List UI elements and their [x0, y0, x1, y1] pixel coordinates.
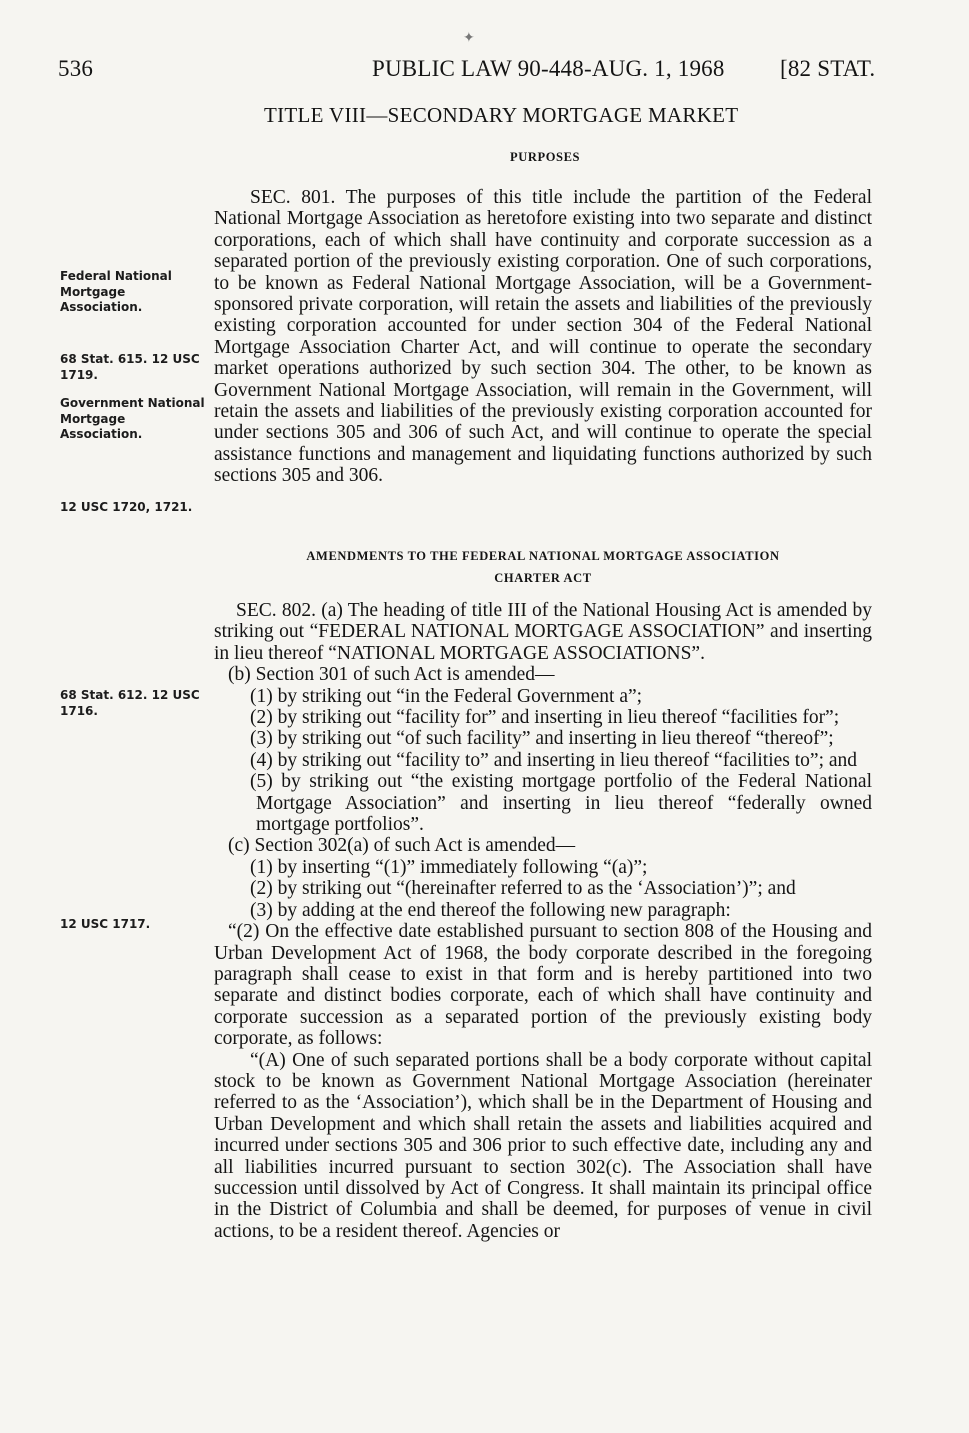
section-802-c-item: (1) by inserting “(1)” immediately following “(a)”;	[250, 856, 648, 878]
section-802-c: (c) Section 302(a) of such Act is amended—	[228, 835, 576, 857]
margin-note-usc1717: 12 USC 1717.	[60, 917, 151, 931]
section-802-a: SEC. 802. (a) The heading of title III of the National Housing Act is amended by striking out “FEDERAL NATIONAL MORTGAGE ASSOCIATION” and inserting in lieu thereof “NATIONAL MORTGAGE ASSOCIATIONS”.	[214, 600, 872, 664]
page-smudge-mark: ✦	[463, 31, 475, 46]
margin-note-fnma: Federal National Mortgage Association.	[60, 269, 172, 314]
section-802-b: (b) Section 301 of such Act is amended—	[228, 664, 555, 686]
section-802-c-item: (2) by striking out “(hereinafter referred to as the ‘Association’)”; and	[250, 878, 796, 900]
section-802-b-item: (3) by striking out “of such facility” and inserting in lieu thereof “thereof”;	[250, 728, 834, 750]
section-802-b-item: (2) by striking out “facility for” and inserting in lieu thereof “facilities for”;	[250, 707, 840, 729]
section-802	[214, 600, 872, 1242]
margin-note-gnma: Government National Mortgage Association.	[60, 396, 205, 441]
section-802-b-item: (1) by striking out “in the Federal Government a”;	[250, 685, 643, 707]
running-header-stat: [82 STAT.	[780, 56, 876, 81]
amendments-heading-line2: CHARTER ACT	[494, 571, 592, 585]
section-802-paragraph-A: “(A) One of such separated portions shall be a body corporate without capital stock to be known as Government National Mortgage Association (hereinater referred to as the ‘Association’), which shall be in the Department of Housing and Urban Development and which shall retain the assets and liabilities acquired and incurred under sections 305 and 306 prior to such effective date, including any and all liabilities incurred pursuant to section 302(c). The Association shall have succession until dissolved by Act of Congress. It shall maintain its principal office in the District of Columbia and shall be deemed, for purposes of venue in civil actions, to be a resident thereof. Agencies or	[214, 1049, 872, 1242]
margin-note-stat612: 68 Stat. 612. 12 USC 1716.	[60, 688, 200, 718]
margin-note-usc1720: 12 USC 1720, 1721.	[60, 500, 193, 514]
margin-note-stat615: 68 Stat. 615. 12 USC 1719.	[60, 352, 200, 382]
running-header-law: PUBLIC LAW 90-448-AUG. 1, 1968	[372, 56, 725, 81]
section-801	[214, 187, 872, 487]
purposes-heading: PURPOSES	[510, 150, 581, 164]
amendments-heading-line1: AMENDMENTS TO THE FEDERAL NATIONAL MORTGAGE ASSOCIATION	[306, 549, 780, 563]
title-heading: TITLE VIII—SECONDARY MORTGAGE MARKET	[264, 103, 739, 127]
page-number: 536	[58, 56, 94, 81]
section-802-c-item: (3) by adding at the end thereof the following new paragraph:	[250, 899, 731, 921]
section-802-b-item: (5) by striking out “the existing mortgage portfolio of the Federal National Mortgage Association” and inserting in lieu thereof “federally owned mortgage portfolios”.	[250, 771, 872, 836]
section-801-text: SEC. 801. The purposes of this title include the partition of the Federal National Mortgage Association as heretofore existing into two separate and distinct corporations, each of which shall have continuity and corporate succession as a separated portion of the previously existing corporation. One of such corporations, to be known as Federal National Mortgage Association, will be a Government-sponsored private corporation, will retain the assets and liabilities of the previously existing corporation accounted for under section 304 of the Federal National Mortgage Association Charter Act, and will continue to operate the secondary market operations authorized by such section 304. The other, to be known as Government National Mortgage Association, will remain in the Government, will retain the assets and liabilities of the previously existing corporation accounted for under sections 305 and 306 of such Act, and will continue to operate the special assistance functions and management and liquidating functions authorized by such sections 305 and 306.	[214, 187, 872, 487]
section-802-b-item: (4) by striking out “facility to” and inserting in lieu thereof “facilities to”; and	[250, 749, 858, 771]
section-802-paragraph-2: “(2) On the effective date established pursuant to section 808 of the Housing and Urban Development Act of 1968, the body corporate described in the foregoing paragraph shall cease to exist in that form and is hereby partitioned into two separate and distinct bodies corporate, each of which shall have continuity and corporate succession as a separated portion of the previously existing body corporate, as follows:	[214, 921, 872, 1050]
